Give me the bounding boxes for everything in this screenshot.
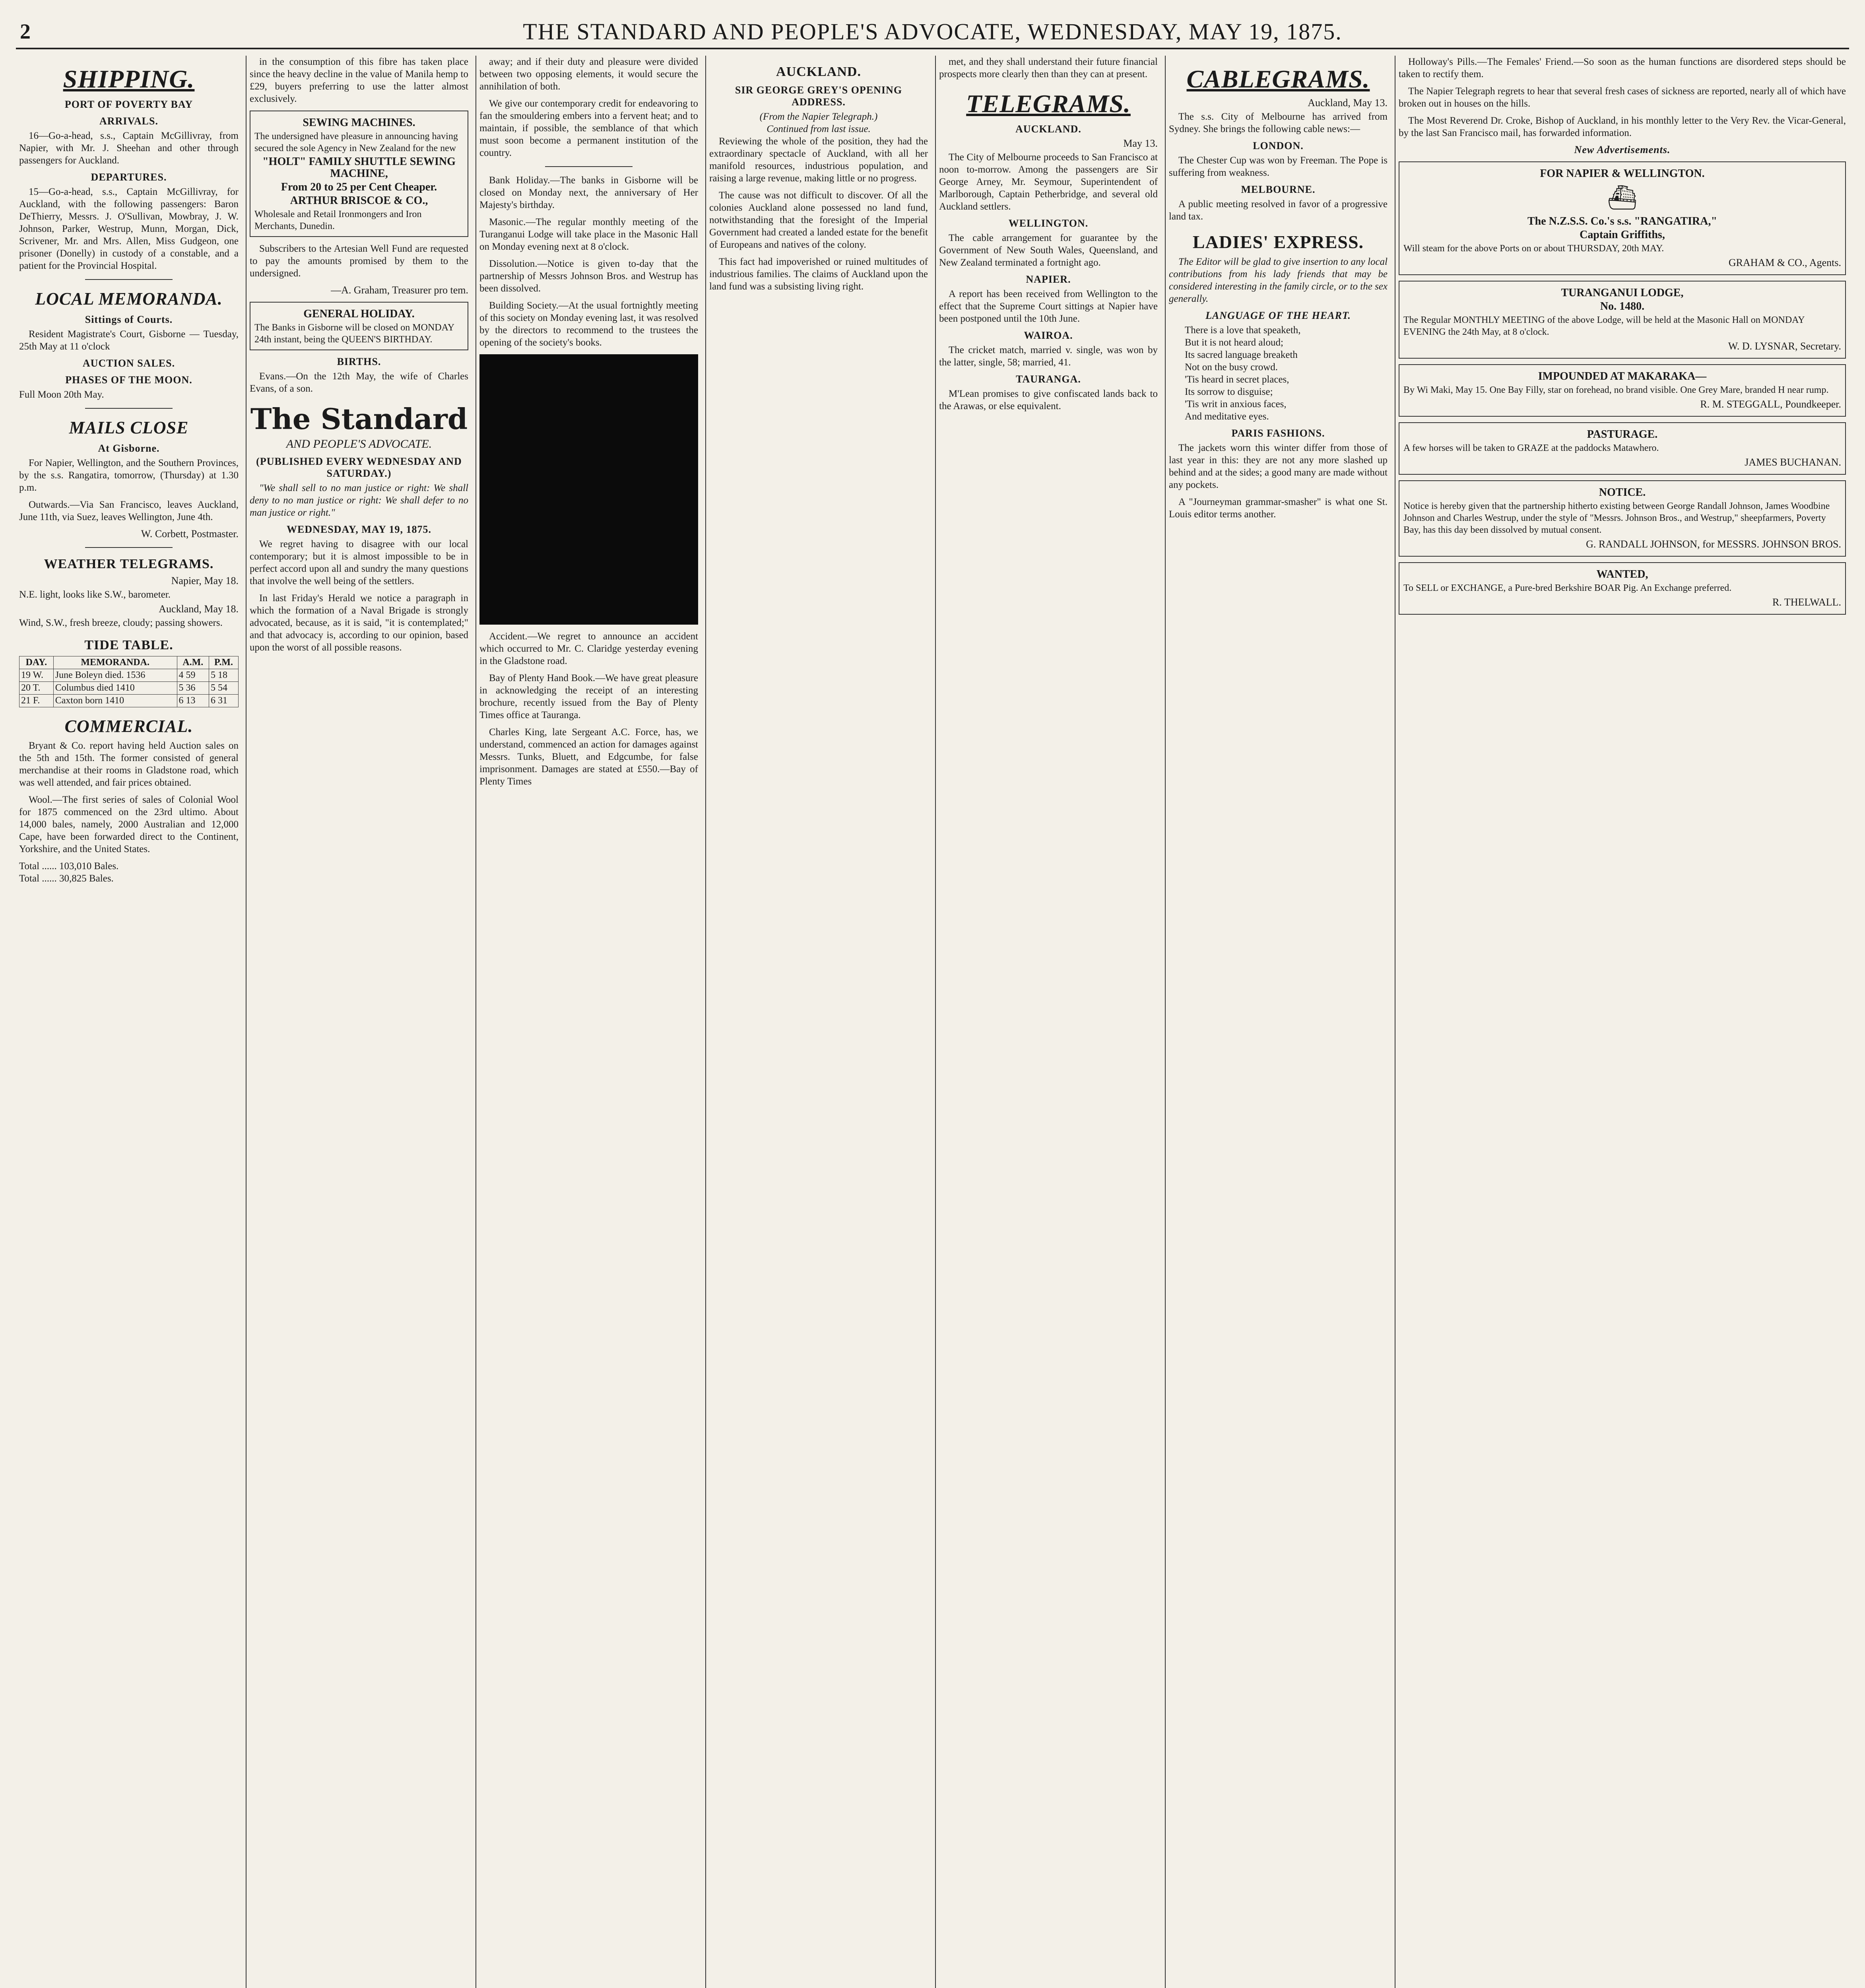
subscribers-sign: —A. Graham, Treasurer pro tem. — [331, 284, 468, 296]
lodge-text: The Regular MONTHLY MEETING of the above Lodge, will be held at the Masonic Hall on MONDAY EVENING the 24th May, at 8 o'clock. — [1403, 315, 1805, 337]
bay-of-plenty: Bay of Plenty Hand Book.—We have great pleasure in acknowledging the receipt of an interesting brochure, recently issued from the Bay of Plenty Times office at Tauranga. — [479, 673, 698, 720]
logo-publication: (PUBLISHED EVERY WEDNESDAY AND SATURDAY.) — [256, 456, 462, 479]
col2-intro: in the consumption of this fibre has taken place since the heavy decline in the value of Manila hemp to £29, buyers preferring to use the latter almost exclusively. — [250, 56, 468, 104]
total-1: Total ...... 103,010 Bales. — [19, 861, 119, 872]
poem-line: Not on the busy crowd. — [1185, 362, 1278, 373]
graham: GRAHAM & CO., Agents. — [1728, 257, 1841, 268]
tide-cell: 6 31 — [209, 695, 238, 707]
new-ads-heading: New Advertisements. — [1574, 144, 1671, 155]
sittings-text: Resident Magistrate's Court, Gisborne — Tuesday, 25th May at 11 o'clock — [19, 329, 239, 352]
napier-telegraph: The Napier Telegraph regrets to hear that several fresh cases of sickness are reported, nearly all of which have broken out in houses on the hills. — [1399, 86, 1846, 109]
leader-2: In last Friday's Herald we notice a paragraph in which the formation of a Naval Brigade is strongly advocated, because, as it is said, "it is contemplated;" and that advocacy is, according to our opinion, based upon the worst of all possible reasons. — [250, 593, 468, 653]
port-heading: PORT OF POVERTY BAY — [64, 99, 193, 110]
logo-subtitle: AND PEOPLE'S ADVOCATE. — [286, 437, 432, 450]
column-1 — [16, 56, 242, 1988]
cablegrams-heading: CABLEGRAMS. — [1186, 65, 1370, 93]
newspaper-title: THE STANDARD AND PEOPLE'S ADVOCATE, WEDNESDAY, MAY 19, 1875. — [523, 19, 1342, 45]
wanted-ad — [1399, 562, 1846, 615]
croke: The Most Reverend Dr. Croke, Bishop of Auckland, in his monthly letter to the Very Rev. the Vicar-General, by the last San Francisco mail, has forwarded information. — [1399, 115, 1846, 138]
notice-ad — [1399, 480, 1846, 557]
steamship-icon: ⛴ — [1607, 184, 1638, 211]
moon-heading: PHASES OF THE MOON. — [65, 374, 192, 386]
col4-text-3: This fact had impoverished or ruined multitudes of industrious families. The claims of Auckland upon the land fund was a subsisting living right. — [709, 256, 928, 292]
moon-text: Full Moon 20th May. — [19, 389, 104, 400]
mails-sub: At Gisborne. — [98, 443, 160, 454]
pasturage-text: A few horses will be taken to GRAZE at the paddocks Matawhero. — [1403, 443, 1659, 453]
masonic: Masonic.—The regular monthly meeting of the Turanganui Lodge will take place in the Masonic Hall on Monday evening next at 8 o'clock. — [479, 217, 698, 252]
randall: G. RANDALL JOHNSON, for MESSRS. JOHNSON BROS. — [1586, 538, 1841, 550]
poem — [1169, 324, 1388, 423]
wanted-heading: WANTED, — [1596, 568, 1648, 580]
sail-text: Will steam for the above Ports on or about THURSDAY, 20th MAY. — [1403, 243, 1664, 254]
weather-napier: Napier, May 18. — [171, 575, 239, 586]
sewing-price: From 20 to 25 per Cent Cheaper. — [281, 181, 437, 193]
telegrams-heading: TELEGRAMS. — [966, 89, 1131, 118]
tide-cell: 19 W. — [19, 669, 54, 682]
pasturage-heading: PASTURAGE. — [1587, 428, 1658, 441]
auckland-text: The City of Melbourne proceeds to San Francisco at noon to-morrow. Among the passengers are Sir George Arney, Mr. Seymour, Superintendent of Marlborough, Captain Petherbridge, and several old Auckland settlers. — [939, 152, 1158, 212]
col3-text-2: We give our contemporary credit for endeavoring to fan the smouldering embers into a fervent heat; and to maintain, if possible, the semblance of that which must soon become a permanent institution of the country. — [479, 98, 698, 158]
tide-cell: June Boleyn died. 1536 — [53, 669, 177, 682]
thelwall: R. THELWALL. — [1772, 596, 1841, 608]
total-2: Total ...... 30,825 Bales. — [19, 873, 114, 884]
mails-text-2: Outwards.—Via San Francisco, leaves Auckland, June 11th, via Suez, leaves Wellington, June 4th. — [19, 499, 239, 522]
tide-table — [19, 656, 239, 707]
tide-cell: Caxton born 1410 — [53, 695, 177, 707]
holloway: Holloway's Pills.—The Females' Friend.—So soon as the human functions are disordered steps should be taken to rectify them. — [1399, 56, 1846, 80]
issue-date: WEDNESDAY, MAY 19, 1875. — [287, 524, 431, 535]
column-6 — [1165, 56, 1391, 1988]
poem-line: Its sacred language breaketh — [1185, 349, 1298, 360]
tide-cell: 5 18 — [209, 669, 238, 682]
poem-line: But it is not heard aloud; — [1185, 337, 1283, 348]
table-row — [19, 682, 239, 695]
buchanan: JAMES BUCHANAN. — [1745, 456, 1841, 468]
continued: Continued from last issue. — [767, 124, 871, 134]
col4-text-1: Reviewing the whole of the position, they had the extraordinary spectacle of Auckland, with all her manifold resources, industrious population, and raising a large revenue, making little or no progress. — [709, 136, 928, 184]
rangatira: The N.Z.S.S. Co.'s s.s. "RANGATIRA," — [1527, 215, 1718, 227]
auckland-sub: AUCKLAND. — [1015, 123, 1081, 135]
tide-col-memoranda: MEMORANDA. — [53, 656, 177, 669]
impounded-text: By Wi Maki, May 15. One Bay Filly, star on forehead, no brand visible. One Grey Mare, branded H near rump. — [1403, 385, 1829, 395]
london-text: The Chester Cup was won by Freeman. The Pope is suffering from weakness. — [1169, 155, 1388, 178]
poem-line: 'Tis writ in anxious faces, — [1185, 399, 1287, 410]
journeyman-text: A "Journeyman grammar-smasher" is what one St. Louis editor terms another. — [1169, 497, 1388, 520]
page-number: 2 — [20, 19, 31, 43]
redacted-block — [479, 354, 698, 625]
grey-address: SIR GEORGE GREY'S OPENING ADDRESS. — [735, 84, 902, 108]
language-heading: LANGUAGE OF THE HEART. — [1205, 310, 1351, 321]
wairoa-text: The cricket match, married v. single, was won by the latter, single, 58; married, 41. — [939, 345, 1158, 368]
columns — [16, 56, 1849, 1988]
commercial-heading: COMMERCIAL. — [64, 716, 193, 736]
briscoe-sub: Wholesale and Retail Ironmongers and Iron Merchants, Dunedin. — [254, 209, 422, 231]
arrivals-heading: ARRIVALS. — [99, 115, 158, 127]
departures-text: 15—Go-a-head, s.s., Captain McGillivray, for Auckland, with the following passengers: Baron DeThierry, Messrs. J. O'Sullivan, Mowbray, J. W. Johnson, Parker, Westrup, Munn, Morgan, Dick, Scrivener, Mr. and Mrs. Allen, Miss Gudgeon, one prisoner (Donelly) in custody of a constable, and a patient for the Provincial Hospital. — [19, 186, 239, 271]
tide-heading: TIDE TABLE. — [84, 638, 173, 652]
holiday-ad — [250, 302, 468, 350]
poem-line: Its sorrow to disguise; — [1185, 386, 1273, 397]
mails-text: For Napier, Wellington, and the Southern Provinces, by the s.s. Rangatira, tomorrow, (Thursday) at 1.30 p.m. — [19, 458, 239, 493]
source: (From the Napier Telegraph.) — [759, 111, 878, 122]
subscribers-text: Subscribers to the Artesian Well Fund are requested to pay the amounts promised by them to the undersigned. — [250, 243, 468, 279]
poem-line: And meditative eyes. — [1185, 411, 1269, 422]
tide-col-am: A.M. — [177, 656, 209, 669]
lodge-ad — [1399, 281, 1846, 359]
melbourne-sub: MELBOURNE. — [1241, 184, 1316, 195]
weather-napier-text: N.E. light, looks like S.W., barometer. — [19, 589, 171, 600]
lodge-no: No. 1480. — [1600, 300, 1645, 313]
poem-line: 'Tis heard in secret places, — [1185, 374, 1289, 385]
cable-text: The s.s. City of Melbourne has arrived from Sydney. She brings the following cable news:— — [1169, 111, 1388, 134]
tide-cell: Columbus died 1410 — [53, 682, 177, 695]
column-7 — [1395, 56, 1849, 1988]
shipping-heading: SHIPPING. — [63, 65, 195, 93]
tide-cell: 6 13 — [177, 695, 209, 707]
tide-cell: 21 F. — [19, 695, 54, 707]
tide-col-pm: P.M. — [209, 656, 238, 669]
departures-heading: DEPARTURES. — [91, 171, 167, 183]
arrivals-text: 16—Go-a-head, s.s., Captain McGillivray, from Napier, with Mr. J. Sheehan and other through passengers for Auckland. — [19, 130, 239, 166]
pasturage-ad — [1399, 422, 1846, 475]
holiday-text: The Banks in Gisborne will be closed on MONDAY 24th instant, being the QUEEN'S BIRTHDAY. — [254, 322, 454, 345]
sewing-heading: SEWING MACHINES. — [303, 116, 415, 129]
mails-sign: W. Corbett, Postmaster. — [141, 528, 239, 540]
wellington-text: The cable arrangement for guarantee by the Government of New South Wales, Queensland, and New Zealand terminated a fortnight ago. — [939, 233, 1158, 268]
auckland-heading: AUCKLAND. — [776, 64, 861, 79]
col4-text-2: The cause was not difficult to discover. Of all the colonies Auckland alone possessed no land fund, notwithstanding that the foresight of the Imperial Government had created a landed estate for the benefit of Europeans and natives of the colony. — [709, 190, 928, 250]
weather-auckland: Auckland, May 18. — [159, 603, 239, 615]
tauranga-text: M'Lean promises to give confiscated lands back to the Arawas, or else equivalent. — [939, 388, 1158, 412]
paris-heading: PARIS FASHIONS. — [1231, 427, 1325, 439]
births-text: Evans.—On the 12th May, the wife of Charles Evans, of a son. — [250, 371, 468, 394]
charles-king: Charles King, late Sergeant A.C. Force, has, we understand, commenced an action for damages against Messrs. Tunks, Bluett, and Edgcumbe, for false imprisonment. Damages are stated at £550.—Bay of Plenty Times — [479, 727, 698, 787]
melbourne-text: A public meeting resolved in favor of a progressive land tax. — [1169, 199, 1388, 222]
lodge-sign: W. D. LYSNAR, Secretary. — [1728, 340, 1841, 352]
weather-auckland-text: Wind, S.W., fresh breeze, cloudy; passing showers. — [19, 617, 223, 628]
bank-holiday: Bank Holiday.—The banks in Gisborne will be closed on Monday next, the anniversary of Her Majesty's birthday. — [479, 175, 698, 210]
wairoa-sub: WAIROA. — [1024, 330, 1073, 341]
table-row — [19, 695, 239, 707]
dissolution: Dissolution.—Notice is given to-day that the partnership of Messrs Johnson Bros. and Westrup has been dissolved. — [479, 258, 698, 294]
impounded-heading: IMPOUNDED AT MAKARAKA— — [1538, 370, 1707, 382]
col3-text-1: away; and if their duty and pleasure were divided between two opposing elements, it would secure the annihilation of both. — [479, 56, 698, 92]
paris-text: The jackets worn this winter differ from those of last year in this: they are not any more slashed up behind and at the sides; a good many are made without any pockets. — [1169, 443, 1388, 490]
captain: Captain Griffiths, — [1580, 229, 1665, 241]
mails-heading: MAILS CLOSE — [69, 418, 189, 437]
notice-heading: NOTICE. — [1599, 486, 1646, 499]
impounded-sign: R. M. STEGGALL, Poundkeeper. — [1700, 398, 1841, 410]
london-sub: LONDON. — [1253, 140, 1304, 151]
leader-1: We regret having to disagree with our local contemporary; but it is almost impossible to be in perfect accord upon all and sundry the many questions that involve the well being of the settlers. — [250, 539, 468, 586]
holiday-heading: GENERAL HOLIDAY. — [303, 308, 415, 320]
wanted-text: To SELL or EXCHANGE, a Pure-bred Berkshire BOAR Pig. An Exchange preferred. — [1403, 583, 1732, 593]
wellington-sub: WELLINGTON. — [1008, 217, 1089, 229]
tide-cell: 4 59 — [177, 669, 209, 682]
ladies-express-heading: LADIES' EXPRESS. — [1192, 232, 1364, 252]
wool-text: Wool.—The first series of sales of Colonial Wool for 1875 commenced on the 23rd ultimo. About 14,000 bales, namely, 2000 Australian and 12,000 Cape, have been forwarded direct to the Continent, Yorkshire, and the United States. — [19, 794, 239, 854]
sewing-ad — [250, 111, 468, 237]
cable-date: Auckland, May 13. — [1308, 97, 1388, 109]
notice-text: Notice is hereby given that the partnership hitherto existing between George Randall Johnson, James Woodbine Johnson and Charles Westrup, under the style of "Messrs. Johnson Bros., and Westrup," sheepfarmers, Poverty Bay, has this day been dissolved by mutual consent. — [1403, 501, 1830, 535]
lodge-heading: TURANGANUI LODGE, — [1561, 287, 1684, 299]
briscoe-name: ARTHUR BRISCOE & CO., — [290, 194, 428, 207]
commercial-text: Bryant & Co. report having held Auction sales on the 5th and 15th. The former consisted of general merchandise at their rooms in Gladstone road, which was well attended, and fair prices obtained. — [19, 740, 239, 788]
building-society: Building Society.—At the usual fortnightly meeting of this society on Monday evening last, it was resolved by the directors to recommend to the trustees the opening of the society's books. — [479, 300, 698, 348]
poem-line: There is a love that speaketh, — [1185, 325, 1301, 336]
weather-heading: WEATHER TELEGRAMS. — [44, 557, 214, 571]
napier-sub: NAPIER. — [1026, 274, 1071, 285]
column-4 — [705, 56, 931, 1988]
column-2 — [246, 56, 472, 1988]
newspaper-page — [16, 16, 1849, 1988]
tide-col-day: DAY. — [19, 656, 54, 669]
column-5 — [935, 56, 1161, 1988]
table-row — [19, 669, 239, 682]
ladies-note: The Editor will be glad to give insertion to any local contributions from his lady friends that may be considered interesting in the family circle, or to the sex generally. — [1169, 256, 1388, 304]
tauranga-sub: TAURANGA. — [1016, 373, 1081, 385]
napier-ad — [1399, 161, 1846, 275]
masthead — [16, 16, 1849, 49]
napier-ad-heading: FOR NAPIER & WELLINGTON. — [1540, 167, 1705, 180]
tide-cell: 5 36 — [177, 682, 209, 695]
auction-heading: AUCTION SALES. — [82, 357, 175, 369]
impounded-ad — [1399, 364, 1846, 417]
tide-cell: 20 T. — [19, 682, 54, 695]
date-1: May 13. — [1123, 138, 1158, 149]
column-3 — [475, 56, 701, 1988]
col5-text-1: met, and they shall understand their future financial prospects more clearly then than they can at present. — [939, 56, 1158, 80]
standard-logo: The Standard — [250, 402, 468, 436]
sewing-text: The undersigned have pleasure in announcing having secured the sole Agency in New Zealand for the new — [254, 131, 458, 153]
births-heading: BIRTHS. — [337, 356, 381, 367]
motto: "We shall sell to no man justice or right: We shall deny to no man justice or right: We shall defer to no man justice or right." — [250, 483, 468, 518]
local-memoranda-heading: LOCAL MEMORANDA. — [35, 289, 223, 309]
napier-text: A report has been received from Wellington to the effect that the Supreme Court sittings at Napier have been postponed until the 10th June. — [939, 289, 1158, 324]
tide-cell: 5 54 — [209, 682, 238, 695]
sittings-heading: Sittings of Courts. — [85, 314, 173, 325]
sewing-name: "HOLT" FAMILY SHUTTLE SEWING MACHINE, — [262, 155, 456, 180]
accident: Accident.—We regret to announce an accident which occurred to Mr. C. Claridge yesterday evening in the Gladstone road. — [479, 631, 698, 666]
